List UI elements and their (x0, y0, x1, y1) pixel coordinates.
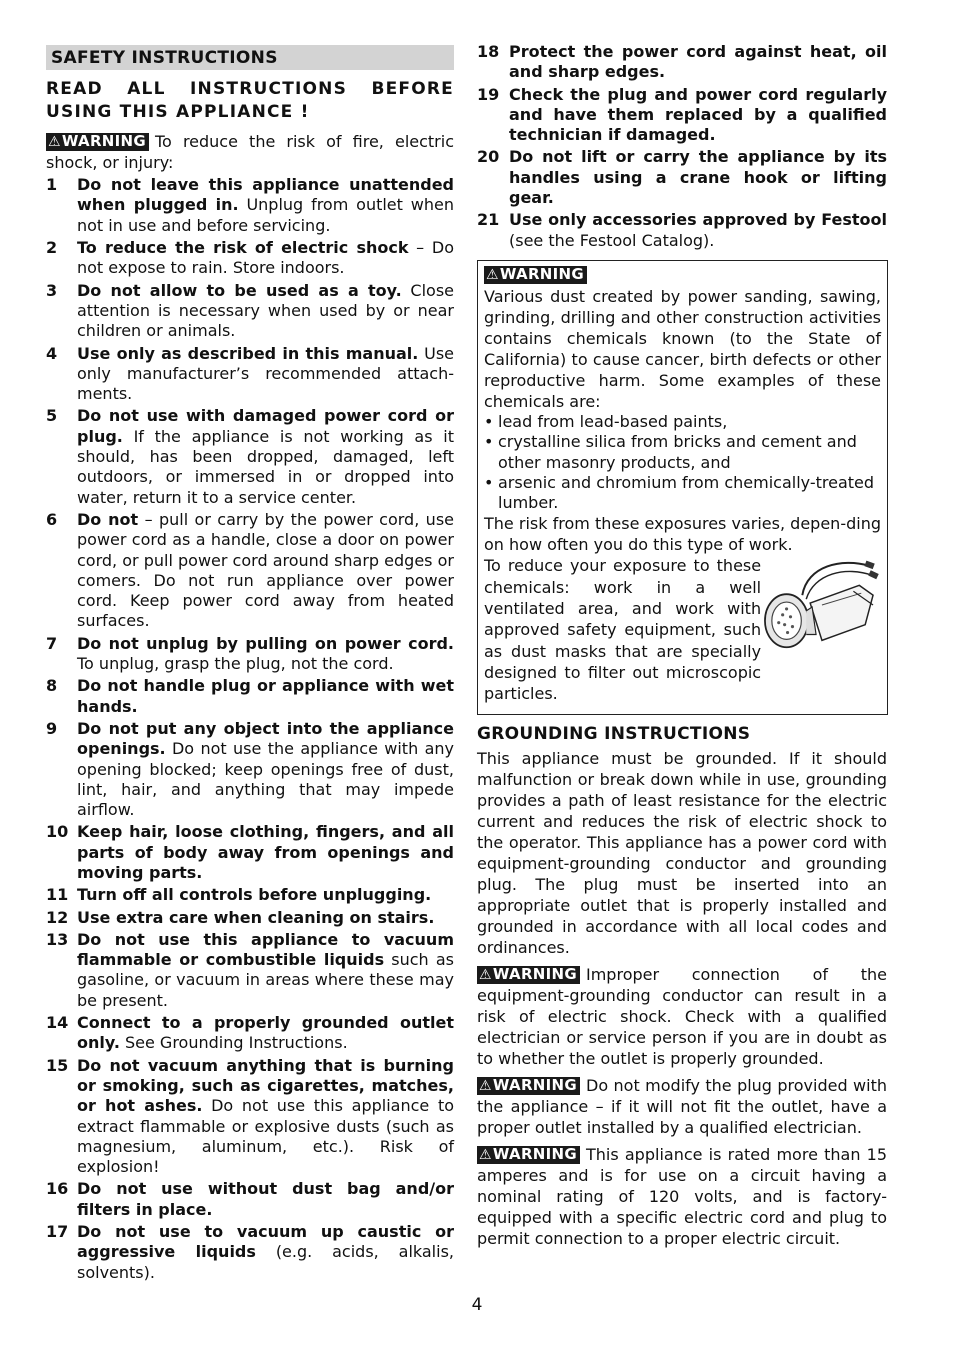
list-item: 11 Turn off all controls before unplugging. (46, 885, 432, 905)
dust-mask-icon (763, 555, 881, 655)
list-item: 2 To reduce the risk of electric shock – Do not expose to rain. Store indoors. (46, 238, 454, 278)
grounding-warning: ⚠WARNING Do not modify the plug provided with the appliance – if it will not fit the outlet, have a proper outlet installed by a qualified electrician. (477, 1075, 887, 1137)
warning-triangle-icon: ⚠ (486, 266, 499, 283)
warning-badge: ⚠WARNING (46, 133, 149, 151)
section-title: SAFETY INSTRUCTIONS (46, 45, 454, 70)
warning-badge: ⚠WARNING (477, 966, 580, 984)
read-all-heading: READ ALL INSTRUCTIONS BEFORE USING THIS APPLIANCE ! (46, 79, 454, 122)
list-item: 16 Do not use without dust bag and/or filters in place. (46, 1179, 454, 1219)
list-item: 6 Do not – pull or carry by the power cord, use power cord as a handle, close a door on power cord, or pull power cord around sharp edges or comers. Do not run appliance over power cord. Keep power cord away from heated surfaces. (46, 509, 454, 631)
left-column (46, 42, 454, 1283)
page-number: 4 (471, 1295, 483, 1315)
list-item: 14 Connect to a properly grounded outlet only. See Grounding Instructions. (46, 1013, 454, 1053)
dust-warning-text: Various dust created by power sanding, sawing, grinding, drilling and other construction activities contains chemicals known (to the State of California) to cause cancer, birth defects or other reproductive harm. Some examples of these chemicals are: (484, 286, 881, 411)
grounding-text: This appliance must be grounded. If it should malfunction or break down while in use, grounding provides a path of least resistance for the electric current and reduces the risk of electric shock to the operator. This appliance has a power cord with equipment-grounding conductor and grounding plug. The plug must be inserted into an appropriate outlet that is properly installed and grounded in accordance with all local codes and ordinances. (477, 748, 887, 957)
grounding-warning: ⚠WARNING This appliance is rated more than 15 amperes and is for use on a circuit having a nominal rating of 120 volts, and is factory-equipped with a specific electric cord and plug to permit connection to a proper electric circuit. (477, 1144, 887, 1248)
reduce-text: To reduce your exposure to these chemicals: work in a well ventilated area, and work with approved safety equipment, such as dust masks that are specially designed to filter out microscopic particles. (484, 556, 762, 704)
list-item: 18 Protect the power cord against heat, oil and sharp edges. (477, 42, 887, 82)
list-item: 7 Do not unplug by pulling on power cord. To unplug, grasp the plug, not the cord. (46, 633, 454, 674)
list-item: 10 Keep hair, loose clothing, fingers, and all parts of body away from openings and moving parts. (46, 822, 454, 882)
list-item: 19 Check the plug and power cord regularly and have them replaced by a qualified technician if damaged. (477, 84, 887, 145)
warning-triangle-icon: ⚠ (479, 1146, 492, 1163)
list-item: • crystalline silica from bricks and cement and other masonry products, and (484, 432, 857, 472)
list-item: • arsenic and chromium from chemically-treated lumber. (484, 472, 875, 513)
warning-intro: ⚠WARNING To reduce the risk of fire, electric shock, or injury: (46, 132, 454, 172)
warning-triangle-icon: ⚠ (479, 966, 492, 983)
list-item: 13 Do not use this appliance to vacuum flammable or combustible liquids such as gasoline, or vacuum in areas where these may be present. (46, 929, 455, 1010)
warning-triangle-icon: ⚠ (479, 1077, 492, 1094)
dust-warning-box (477, 260, 888, 715)
list-item: 15 Do not vacuum anything that is burning or smoking, such as cigarettes, matches, or hot ashes. Do not use this appliance to extract flammable or explosive dusts (such as magnesium, aluminum, etc.). Risk of explosion! (46, 1055, 455, 1177)
list-item: 8 Do not handle plug or appliance with wet hands. (46, 676, 454, 716)
reduce-exposure (484, 555, 881, 704)
list-item: 4 Use only as described in this manual. Use only manufacturer’s recommended attach-ments. (46, 343, 454, 404)
risk-text: The risk from these exposures varies, depen-ding on how often you do this type of work. (484, 514, 881, 555)
list-item: 17 Do not use to vacuum up caustic or aggressive liquids (e.g. acids, alkalis, solvents). (46, 1222, 454, 1282)
list-item: 5 Do not use with damaged power cord or plug. If the appliance is not working as it should, has been dropped, damaged, left outdoors, or immersed in or dropped into water, return it to a service center. (46, 406, 454, 507)
warning-badge: ⚠WARNING (484, 266, 587, 284)
list-item: • lead from lead-based paints, (484, 411, 728, 431)
list-item: 21 Use only accessories approved by Festool (see the Festool Catalog). (477, 210, 887, 250)
warning-badge: ⚠WARNING (477, 1146, 580, 1164)
list-item: 20 Do not lift or carry the appliance by its handles using a crane hook or lifting gear. (477, 147, 887, 208)
warning-badge: ⚠WARNING (477, 1077, 580, 1095)
right-column (477, 42, 887, 1255)
list-item: 1 Do not leave this appliance unattended when plugged in. Unplug from outlet when not in use and before servicing. (46, 175, 454, 235)
list-item: 3 Do not allow to be used as a toy. Close attention is necessary when used by or near children or animals. (46, 280, 455, 341)
grounding-warning: ⚠WARNING Improper connection of the equipment-grounding conductor can result in a risk of electric shock. Check with a qualified electrician or service person if you are in doubt as to whether the outlet is properly grounded. (477, 964, 887, 1068)
list-item: 12 Use extra care when cleaning on stairs. (46, 907, 435, 927)
warning-triangle-icon: ⚠ (48, 134, 61, 150)
grounding-title: GROUNDING INSTRUCTIONS (477, 723, 751, 744)
list-item: 9 Do not put any object into the appliance openings. Do not use the appliance with any opening blocked; keep openings free of dust, lint, hair, and anything that may impede airflow. (46, 718, 454, 820)
